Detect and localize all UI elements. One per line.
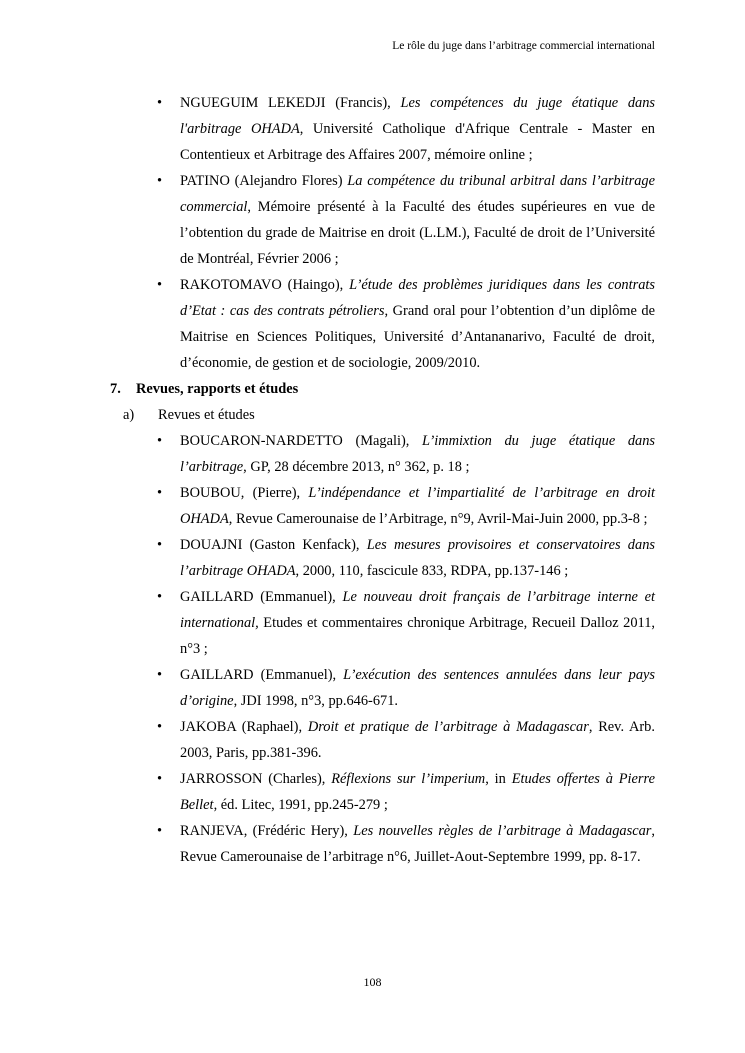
running-header: Le rôle du juge dans l’arbitrage commercial international	[392, 40, 655, 52]
entry-author: PATINO (Alejandro Flores)	[180, 173, 348, 189]
entry-title: L’indépendance et l’impartialité de l’arbitrage en droit OHADA	[180, 485, 656, 527]
entry-author: JAKOBA (Raphael),	[180, 719, 308, 735]
bullet-icon: •	[157, 277, 163, 293]
bibliography-entry	[110, 428, 655, 480]
section-title: Revues, rapports et études	[136, 381, 299, 397]
entry-details: , Revue Camerounaise de l’Arbitrage, n°9, Avril-Mai-Juin 2000, pp.3-8 ;	[228, 511, 648, 527]
entry-author: DOUAJNI (Gaston Kenfack),	[180, 537, 367, 553]
bibliography-entry	[110, 662, 655, 714]
entry-details: , JDI 1998, n°3, pp.646-671.	[233, 693, 399, 709]
entry-title: Le nouveau droit français de l’arbitrage interne et international,	[180, 589, 655, 631]
entry-title: L’étude des problèmes juridiques dans les contrats d’Etat : cas des contrats pétroliers	[180, 277, 655, 319]
bullet-icon: •	[157, 537, 163, 553]
bibliography-list-bottom	[110, 428, 655, 870]
entry-title: Les compétences du juge étatique dans l'arbitrage OHADA	[180, 95, 656, 137]
entry-title: L’immixtion du juge étatique dans l’arbitrage	[180, 433, 656, 475]
entry-details: , Rev. Arb. 2003, Paris, pp.381-396.	[180, 719, 655, 761]
bullet-icon: •	[157, 667, 163, 683]
bullet-icon: •	[157, 485, 163, 501]
bibliography-entry	[110, 168, 655, 272]
bullet-icon: •	[157, 95, 163, 111]
subsection-letter: a)	[123, 407, 135, 423]
page-number: 108	[363, 975, 382, 989]
entry-details: , Grand oral pour l’obtention d’un diplôme de Maitrise en Sciences Politiques, Université d’Antananarivo, Faculté de droit, d’économie, de gestion et de sociologie, 2009/2010.	[180, 303, 655, 371]
bibliography-entry	[110, 272, 655, 376]
entry-details: , in	[485, 771, 512, 787]
bibliography-entry	[110, 766, 655, 818]
entry-details: , Revue Camerounaise de l’arbitrage n°6, Juillet-Aout-Septembre 1999, pp. 8-17.	[180, 823, 655, 865]
bibliography-entry	[110, 532, 655, 584]
bullet-icon: •	[157, 173, 163, 189]
entry-details: , Université Catholique d'Afrique Centrale - Master en Contentieux et Arbitrage des Affaires 2007, mémoire online ;	[180, 121, 655, 163]
bibliography-list-top	[110, 90, 655, 376]
entry-author: RAKOTOMAVO (Haingo),	[180, 277, 350, 293]
entry-details: Etudes et commentaires chronique Arbitrage, Recueil Dalloz 2011, n°3 ;	[180, 615, 655, 657]
entry-author: JARROSSON (Charles),	[180, 771, 332, 787]
bullet-icon: •	[157, 589, 163, 605]
entry-collection-title: Etudes offertes à Pierre Bellet	[180, 771, 655, 813]
entry-author: GAILLARD (Emmanuel),	[180, 667, 344, 683]
entry-details: , éd. Litec, 1991, pp.245-279 ;	[213, 797, 388, 813]
entry-title: L’exécution des sentences annulées dans leur pays d’origine	[180, 667, 656, 709]
bullet-icon: •	[157, 771, 163, 787]
bullet-icon: •	[157, 823, 163, 839]
bullet-icon: •	[157, 433, 163, 449]
bibliography-entry	[110, 90, 655, 168]
section-number: 7.	[110, 381, 121, 397]
entry-author: BOUBOU, (Pierre),	[180, 485, 309, 501]
entry-details: , 2000, 110, fascicule 833, RDPA, pp.137-146 ;	[295, 563, 569, 579]
entry-author: GAILLARD (Emmanuel),	[180, 589, 343, 605]
entry-author: NGUEGUIM LEKEDJI (Francis),	[180, 95, 401, 111]
entry-details: , GP, 28 décembre 2013, n° 362, p. 18 ;	[243, 459, 470, 475]
subsection-title: Revues et études	[158, 407, 255, 423]
bibliography-entry	[110, 714, 655, 766]
entry-title: Les nouvelles règles de l’arbitrage à Madagascar	[353, 823, 652, 839]
bibliography-entry	[110, 818, 655, 870]
bibliography-entry	[110, 480, 655, 532]
entry-author: BOUCARON-NARDETTO (Magali),	[180, 433, 423, 449]
bibliography-content	[110, 90, 655, 870]
entry-title: Réflexions sur l’imperium	[331, 771, 486, 787]
entry-title: La compétence du tribunal arbitral dans l’arbitrage commercial	[180, 173, 655, 215]
entry-details: , Mémoire présenté à la Faculté des études supérieures en vue de l’obtention du grade de Maitrise en droit (L.LM.), Faculté de droit de l’Université de Montréal, Février 2006 ;	[180, 199, 655, 267]
entry-author: RANJEVA, (Frédéric Hery),	[180, 823, 354, 839]
bibliography-entry	[110, 584, 655, 662]
entry-title: Les mesures provisoires et conservatoires dans l’arbitrage OHADA	[180, 537, 655, 579]
bullet-icon: •	[157, 719, 163, 735]
subsection-heading	[110, 402, 655, 428]
entry-title: Droit et pratique de l’arbitrage à Madagascar	[307, 719, 589, 735]
section-heading	[110, 376, 655, 402]
